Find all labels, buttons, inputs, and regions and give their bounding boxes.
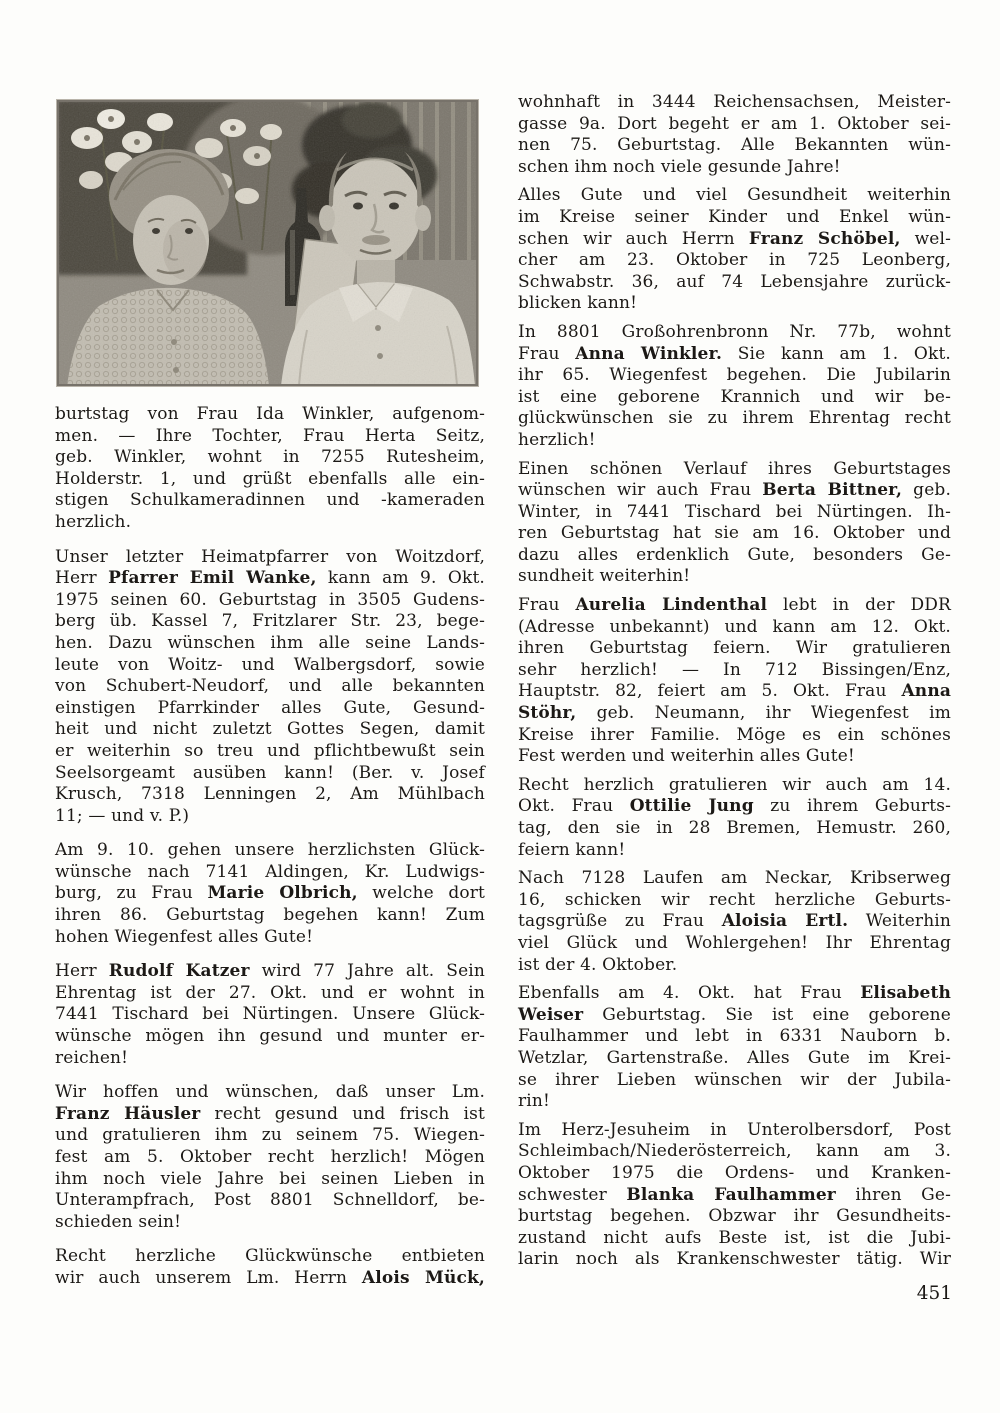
text-line: wünsche mögen ihn gesund und munter er- <box>55 1026 485 1047</box>
text-line: wohnhaft in 3444 Reichensachsen, Meister- <box>518 92 951 112</box>
person-name-bold: Anna Winkler. <box>575 343 723 364</box>
text-line: herzlich. <box>55 511 132 532</box>
text-line: Weiser Geburtstag. Sie ist eine geborene <box>518 1004 951 1025</box>
text-line: larin noch als Krankenschwester tätig. Wir <box>518 1249 951 1270</box>
text-line: Alles Gute und viel Gesundheit weiterhin <box>518 185 951 206</box>
person-name-bold: Franz Schöbel, <box>748 228 901 249</box>
paragraph <box>518 595 951 768</box>
text-line: leute von Woitz- und Walbergsdorf, sowie <box>55 654 485 675</box>
paragraph <box>518 185 951 315</box>
person-name-bold: Marie Olbrich, <box>207 883 358 904</box>
text-line: Faulhammer und lebt in 6331 Nauborn b. <box>518 1026 951 1047</box>
text-line: 16, schicken wir recht herzliche Geburts- <box>518 889 951 910</box>
text-line: Herr Pfarrer Emil Wanke, kann am 9. Okt. <box>55 568 485 589</box>
text-line: Frau Anna Winkler. Sie kann am 1. Okt. <box>518 343 951 364</box>
text-line: Herr Rudolf Katzer wird 77 Jahre alt. Sein <box>55 961 485 982</box>
text-line: tagsgrüße zu Frau Aloisia Ertl. Weiterhin <box>518 911 951 932</box>
text-line: Wetzlar, Gartenstraße. Alles Gute im Krei- <box>518 1047 951 1068</box>
text-line: ist der 4. Oktober. <box>518 954 678 975</box>
paragraph <box>55 1082 485 1233</box>
text-line: stigen Schulkameradinnen und -kameraden <box>55 490 485 511</box>
text-line: Frau Aurelia Lindenthal lebt in der DDR <box>518 595 951 616</box>
text-line: und gratulieren ihm zu seinem 75. Wiegen- <box>55 1125 485 1146</box>
text-line: schwester Blanka Faulhammer ihren Ge- <box>518 1184 952 1205</box>
text-line: men. — Ihre Tochter, Frau Herta Seitz, <box>55 425 485 446</box>
text-line: ihren Geburtstag feiern. Wir gratulieren <box>518 638 951 659</box>
text-line: heit und nicht zuletzt Gottes Segen, damit <box>55 719 485 740</box>
text-line: Winter, in 7441 Tischard bei Nürtingen. Ih- <box>518 501 951 522</box>
text-line: schen wir auch Herrn Franz Schöbel, wel- <box>518 228 951 249</box>
person-name-bold: Aloisia Ertl. <box>721 911 849 932</box>
paragraph <box>55 1246 485 1289</box>
paragraph <box>55 961 485 1069</box>
text-line: burg, zu Frau Marie Olbrich, welche dort <box>55 883 486 904</box>
text-line: berg üb. Kassel 7, Fritzlarer Str. 23, bege- <box>55 611 485 632</box>
text-line: hen. Dazu wünschen ihm alle seine Lands- <box>55 632 485 653</box>
text-line: (Adresse unbekannt) und kann am 12. Okt. <box>518 616 951 637</box>
text-line: Schwabstr. 36, auf 74 Lebensjahre zurück- <box>518 271 951 292</box>
text-line: 1975 seinen 60. Geburtstag in 3505 Gudens- <box>55 589 485 610</box>
person-name-bold: Stöhr, <box>518 703 577 724</box>
text-line: sehr herzlich! — In 712 Bissingen/Enz, <box>518 659 951 680</box>
text-line: reichen! <box>55 1047 129 1068</box>
text-line: Unterampfrach, Post 8801 Schnelldorf, be- <box>55 1190 485 1211</box>
text-line: cher am 23. Oktober in 725 Leonberg, <box>518 250 951 271</box>
person-name-bold: Rudolf Katzer <box>108 961 250 982</box>
person-name-bold: Elisabeth <box>860 983 951 1004</box>
text-line: ihm noch viele Jahre bei seinen Lieben in <box>55 1168 485 1189</box>
text-line: Ebenfalls am 4. Okt. hat Frau Elisabeth <box>518 983 951 1004</box>
person-name-bold: Alois Mück, <box>361 1267 485 1288</box>
text-line: tag, den sie in 28 Bremen, Hemustr. 260, <box>518 818 951 838</box>
person-name-bold: Blanka Faulhammer <box>626 1184 836 1205</box>
photo-grain <box>57 100 478 386</box>
person-name-bold: Pfarrer Emil Wanke, <box>108 568 317 589</box>
text-line: 7441 Tischard bei Nürtingen. Unsere Glück- <box>55 1004 485 1025</box>
text-line: im Kreise seiner Kinder und Enkel wün- <box>518 206 951 227</box>
text-line: dazu alles erdenklich Gute, besonders Ge- <box>518 544 951 565</box>
text-line: sundheit weiterhin! <box>518 566 691 587</box>
text-line: Fest werden und weiterhin alles Gute! <box>518 746 855 767</box>
text-line: Okt. Frau Ottilie Jung zu ihrem Geburts- <box>518 796 951 817</box>
text-line: herzlich! <box>518 429 596 450</box>
text-line: ihren 86. Geburtstag begehen kann! Zum <box>55 905 485 926</box>
text-line: Stöhr, geb. Neumann, ihr Wiegenfest im <box>518 703 951 724</box>
text-line: burtstag von Frau Ida Winkler, aufgenom- <box>55 404 485 424</box>
person-name-bold: Ottilie Jung <box>629 796 754 817</box>
paragraph <box>518 983 951 1113</box>
person-name-bold: Weiser <box>518 1004 584 1025</box>
paragraph <box>55 404 485 534</box>
text-line: feiern kann! <box>518 839 626 860</box>
text-line: Einen schönen Verlauf ihres Geburtstages <box>518 458 951 479</box>
text-line: In 8801 Großohrenbronn Nr. 77b, wohnt <box>518 321 951 342</box>
text-line: fest am 5. Oktober recht herzlich! Mögen <box>55 1147 485 1167</box>
text-line: Krusch, 7318 Lenningen 2, Am Mühlbach <box>55 784 485 805</box>
text-line: nen 75. Geburtstag. Alle Bekannten wün- <box>518 135 951 156</box>
paragraph <box>518 92 951 178</box>
text-line: rin! <box>518 1091 550 1112</box>
text-line: se ihrer Lieben wünschen wir der Jubila- <box>518 1069 951 1090</box>
text-line: Nach 7128 Laufen am Neckar, Kribserweg <box>518 868 951 889</box>
text-line: hohen Wiegenfest alles Gute! <box>55 926 314 947</box>
person-name-bold: Aurelia Lindenthal <box>575 595 768 616</box>
paragraph <box>518 868 951 976</box>
text-line: wünschen wir auch Frau Berta Bittner, geb. <box>518 480 951 501</box>
text-line: Seelsorgeamt ausüben kann! (Ber. v. Josef <box>55 762 485 783</box>
text-line: Franz Häusler recht gesund und frisch ist <box>55 1103 485 1124</box>
person-name-bold: Anna <box>901 681 951 702</box>
left-text-column <box>55 404 485 1303</box>
text-line: 11; — und v. P.) <box>55 805 190 826</box>
text-line: Unser letzter Heimatpfarrer von Woitzdorf, <box>55 546 485 567</box>
text-line: Holderstr. 1, und grüßt ebenfalls alle ein- <box>55 468 485 489</box>
text-line: ist eine geborene Krannich und wir be- <box>518 386 951 407</box>
page-number: 451 <box>916 1283 952 1304</box>
text-line: Hauptstr. 82, feiert am 5. Okt. Frau Anna <box>518 681 951 702</box>
text-line: schen ihm noch viele gesunde Jahre! <box>518 156 841 177</box>
text-line: wünsche nach 7141 Aldingen, Kr. Ludwigs- <box>55 861 485 882</box>
couple-photo-illustration <box>57 100 478 386</box>
person-name-bold: Berta Bittner, <box>762 480 903 501</box>
text-line: glückwünschen sie zu ihrem Ehrentag recht <box>518 408 951 429</box>
text-line: Kreise ihrer Familie. Möge es ein schönes <box>518 724 951 745</box>
text-line: gasse 9a. Dort begeht er am 1. Oktober sei- <box>518 113 951 134</box>
text-line: blicken kann! <box>518 293 638 314</box>
anniversary-couple-photo <box>57 100 478 386</box>
text-line: Recht herzlich gratulieren wir auch am 14. <box>518 774 951 795</box>
text-line: Oktober 1975 die Ordens- und Kranken- <box>518 1162 951 1183</box>
text-line: ihr 65. Wiegenfest begehen. Die Jubilarin <box>518 365 951 386</box>
text-line: schieden sein! <box>55 1211 182 1232</box>
text-line: geb. Winkler, wohnt in 7255 Rutesheim, <box>55 447 485 468</box>
text-line: Recht herzliche Glückwünsche entbieten <box>55 1246 485 1267</box>
text-line: wir auch unserem Lm. Herrn Alois Mück, <box>55 1267 485 1288</box>
text-line: ren Geburtstag hat sie am 16. Oktober und <box>518 523 951 544</box>
text-line: Im Herz-Jesuheim in Unterolbersdorf, Post <box>518 1119 951 1140</box>
text-line: Schleimbach/Niederösterreich, kann am 3. <box>518 1141 951 1162</box>
paragraph <box>518 1120 951 1271</box>
paragraph <box>518 322 951 452</box>
text-line: Am 9. 10. gehen unsere herzlichsten Glück- <box>55 840 485 861</box>
paragraph <box>518 459 951 589</box>
paragraph <box>55 840 485 948</box>
text-line: burtstag begehen. Obzwar ihr Gesundheits- <box>518 1206 951 1227</box>
right-text-column <box>518 92 951 1278</box>
text-line: Wir hoffen und wünschen, daß unser Lm. <box>55 1082 485 1103</box>
text-line: von Schubert-Neudorf, und alle bekannten <box>55 676 485 697</box>
text-line: zustand nicht aufs Beste ist, ist die Jubi- <box>518 1227 951 1248</box>
text-line: er weiterhin so treu und pflichtbewußt sein <box>55 740 485 761</box>
paragraph <box>518 775 951 861</box>
person-name-bold: Franz Häusler <box>55 1103 201 1124</box>
text-line: viel Glück und Wohlergehen! Ihr Ehrentag <box>518 932 951 953</box>
text-line: einstigen Pfarrkinder alles Gute, Gesund- <box>55 697 485 718</box>
text-line: Ehrentag ist der 27. Okt. und er wohnt in <box>55 982 485 1003</box>
paragraph <box>55 547 485 828</box>
